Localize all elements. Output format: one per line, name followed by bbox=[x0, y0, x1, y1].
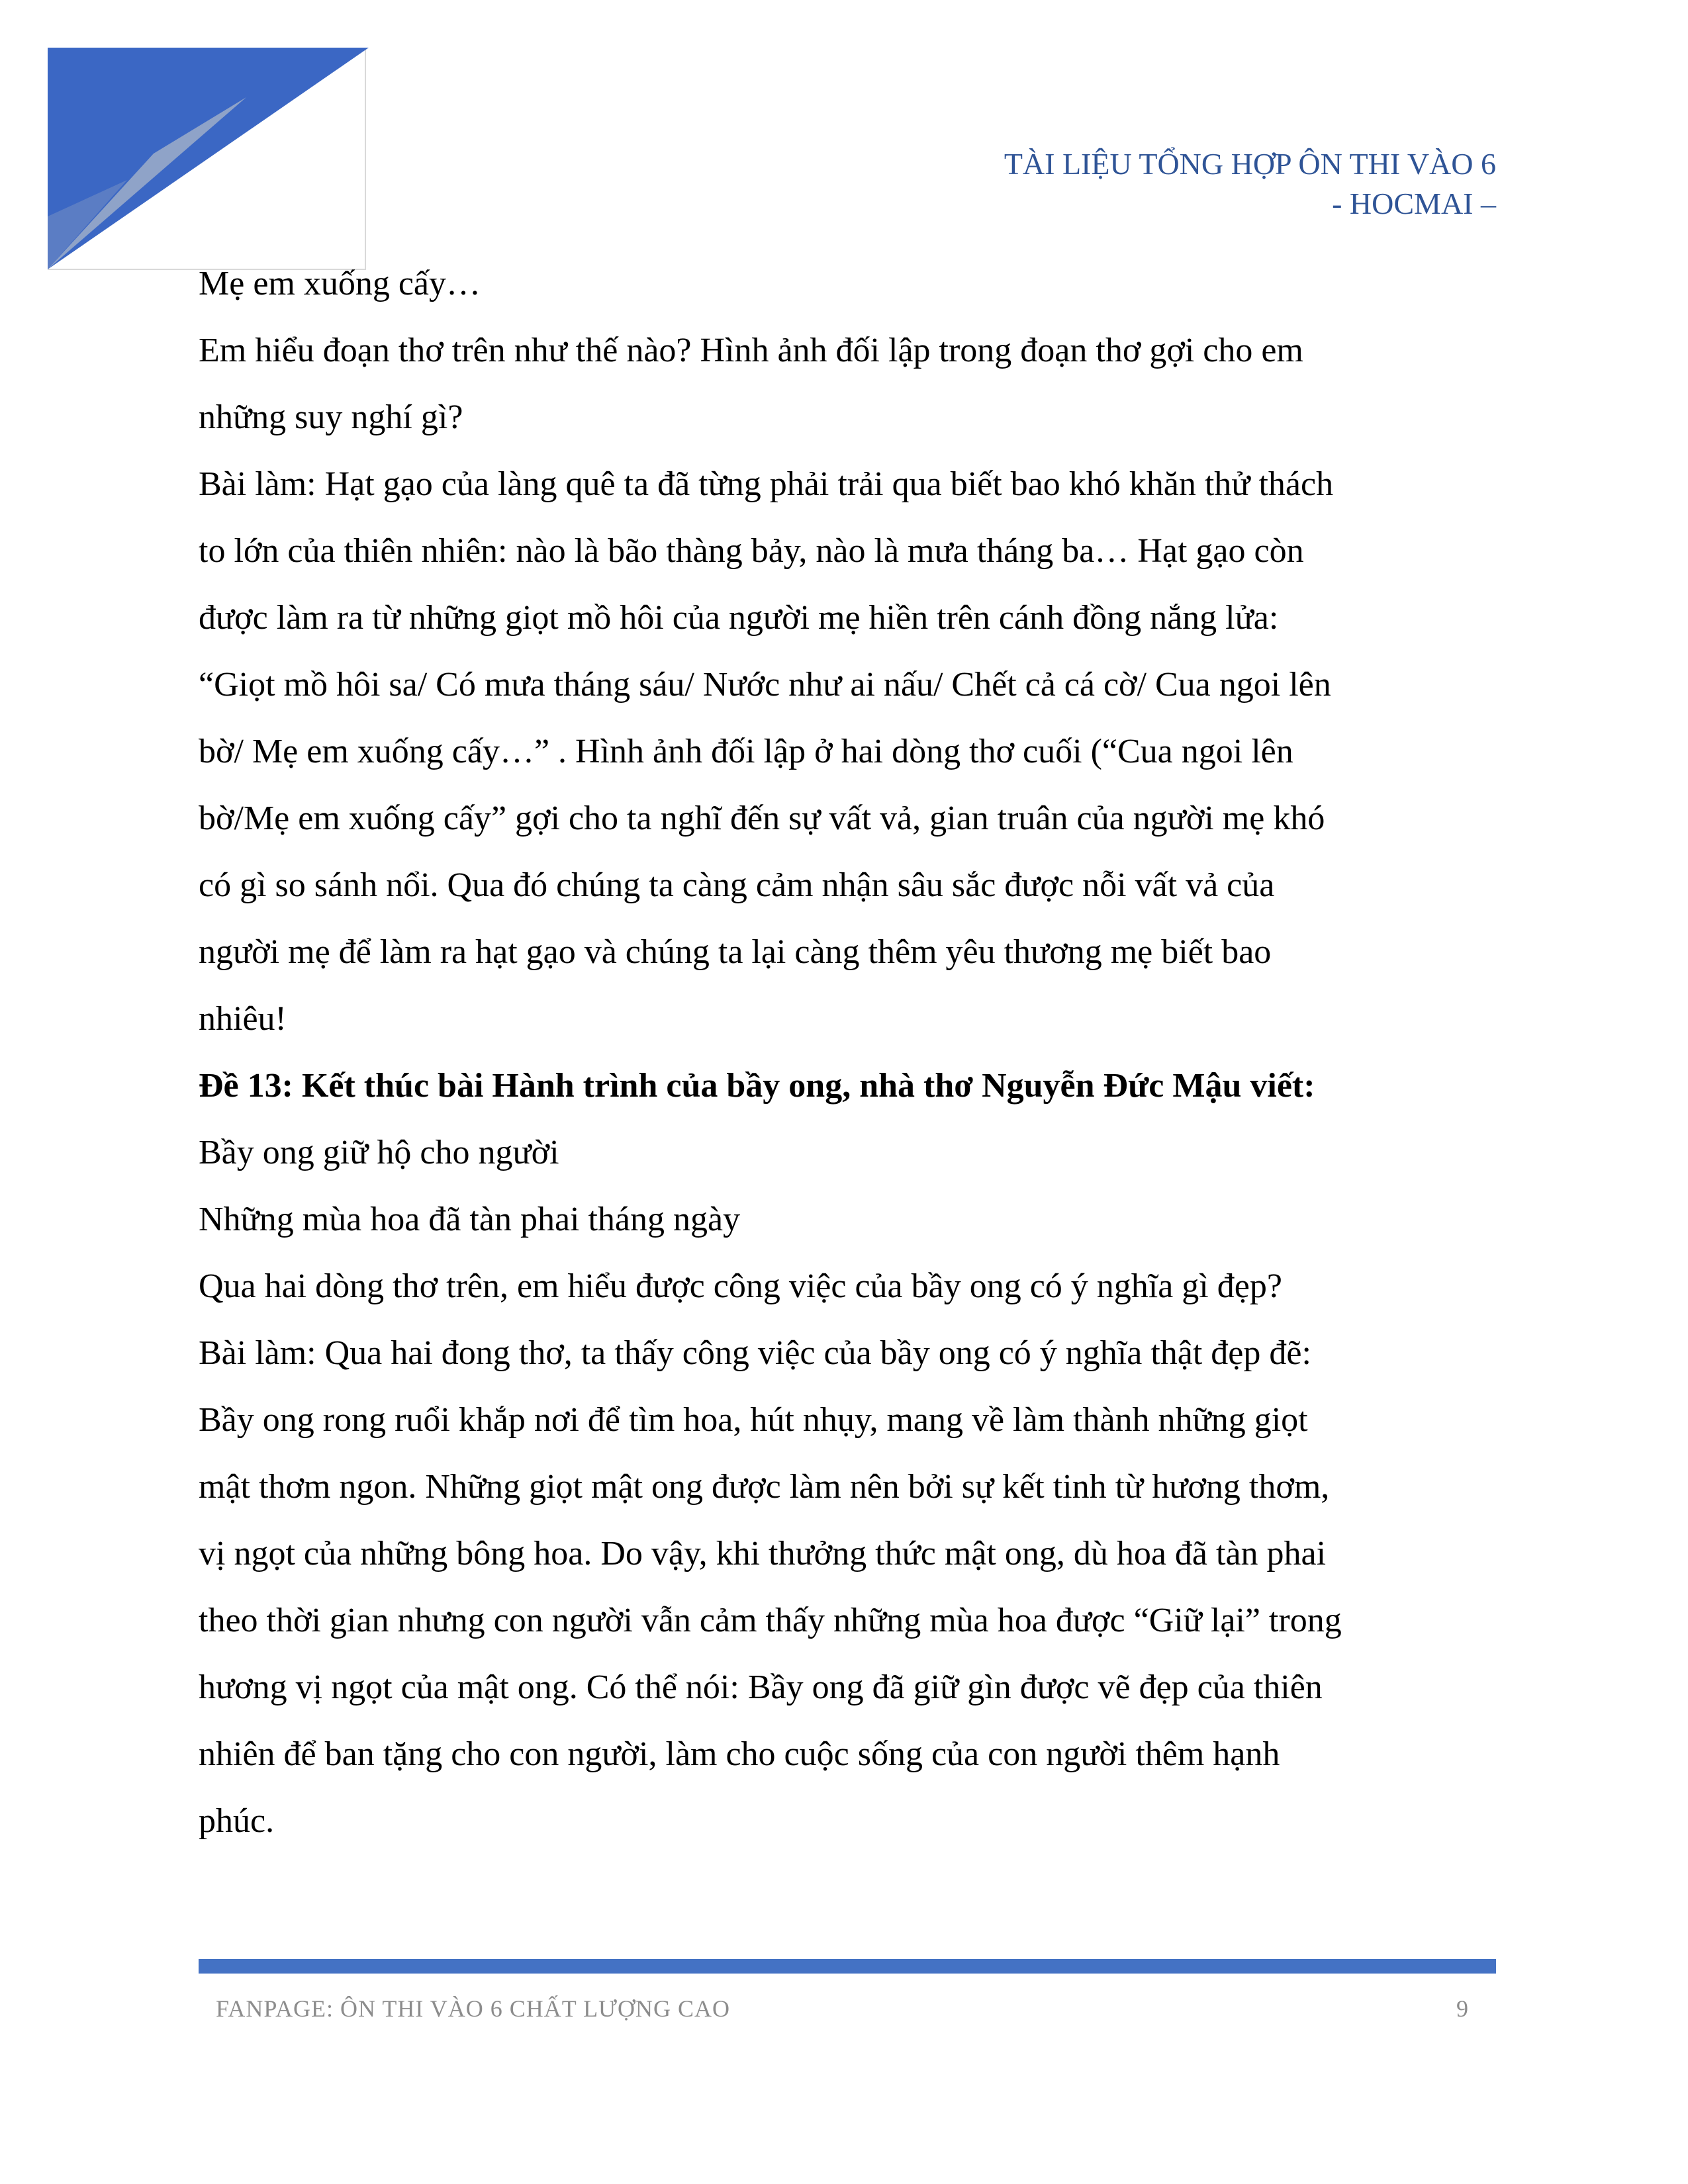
body-line: những suy nghí gì? bbox=[199, 398, 463, 436]
body-line: người mẹ để làm ra hạt gạo và chúng ta lại càng thêm yêu thương mẹ biết bao bbox=[199, 933, 1272, 971]
body-line: Bầy ong rong ruổi khắp nơi để tìm hoa, hút nhụy, mang về làm thành những giọt bbox=[199, 1401, 1308, 1439]
body-line: mật thơm ngon. Những giọt mật ong được làm nên bởi sự kết tinh từ hương thơm, bbox=[199, 1468, 1330, 1506]
page-number: 9 bbox=[1456, 1995, 1468, 2022]
exercise-heading: Đề 13: Kết thúc bài Hành trình của bầy ong, nhà thơ Nguyễn Đức Mậu viết: bbox=[199, 1067, 1315, 1105]
body-line: nhiêu! bbox=[199, 1000, 287, 1038]
body-line: Qua hai dòng thơ trên, em hiểu được công việc của bầy ong có ý nghĩa gì đẹp? bbox=[199, 1267, 1282, 1305]
corner-decoration-graphic bbox=[48, 48, 372, 273]
body-line: “Giọt mồ hôi sa/ Có mưa tháng sáu/ Nước như ai nấu/ Chết cả cá cờ/ Cua ngoi lên bbox=[199, 666, 1331, 704]
body-line: Những mùa hoa đã tàn phai tháng ngày bbox=[199, 1201, 741, 1238]
body-line: Mẹ em xuống cấy… bbox=[199, 265, 481, 302]
corner-dark-triangle bbox=[48, 48, 369, 269]
body-line: được làm ra từ những giọt mồ hôi của người mẹ hiền trên cánh đồng nắng lửa: bbox=[199, 599, 1279, 637]
body-line: vị ngọt của những bông hoa. Do vậy, khi thưởng thức mật ong, dù hoa đã tàn phai bbox=[199, 1535, 1327, 1572]
footer-divider bbox=[199, 1959, 1496, 1974]
body-line: có gì so sánh nổi. Qua đó chúng ta càng cảm nhận sâu sắc được nỗi vất vả của bbox=[199, 866, 1275, 904]
body-line: bờ/Mẹ em xuống cấy” gợi cho ta nghĩ đến sự vất vả, gian truân của người mẹ khó bbox=[199, 799, 1325, 837]
body-line: to lớn của thiên nhiên: nào là bão thàng bảy, nào là mưa tháng ba… Hạt gạo còn bbox=[199, 532, 1304, 570]
body-line: hương vị ngọt của mật ong. Có thể nói: Bầy ong đã giữ gìn được vẽ đẹp của thiên bbox=[199, 1668, 1323, 1706]
header-title: TÀI LIỆU TỔNG HỢP ÔN THI VÀO 6 bbox=[1004, 147, 1496, 181]
footer-fanpage-text: FANPAGE: ÔN THI VÀO 6 CHẤT LƯỢNG CAO bbox=[216, 1995, 730, 2022]
document-body bbox=[199, 250, 1496, 1854]
header-subtitle: - HOCMAI – bbox=[1332, 187, 1496, 220]
body-line: phúc. bbox=[199, 1802, 275, 1840]
body-line: Bầy ong giữ hộ cho người bbox=[199, 1134, 559, 1171]
body-line: bờ/ Mẹ em xuống cấy…” . Hình ảnh đối lập ở hai dòng thơ cuối (“Cua ngoi lên bbox=[199, 733, 1293, 770]
body-line: theo thời gian nhưng con người vẫn cảm thấy những mùa hoa được “Giữ lại” trong bbox=[199, 1602, 1342, 1639]
running-header bbox=[1004, 144, 1496, 224]
body-line: Bài làm: Hạt gạo của làng quê ta đã từng phải trải qua biết bao khó khăn thử thách bbox=[199, 465, 1334, 503]
body-line: nhiên để ban tặng cho con người, làm cho cuộc sống của con người thêm hạnh bbox=[199, 1735, 1280, 1773]
body-line: Bài làm: Qua hai đong thơ, ta thấy công việc của bầy ong có ý nghĩa thật đẹp đẽ: bbox=[199, 1334, 1311, 1372]
body-line: Em hiểu đoạn thơ trên như thế nào? Hình ảnh đối lập trong đoạn thơ gợi cho em bbox=[199, 332, 1303, 369]
